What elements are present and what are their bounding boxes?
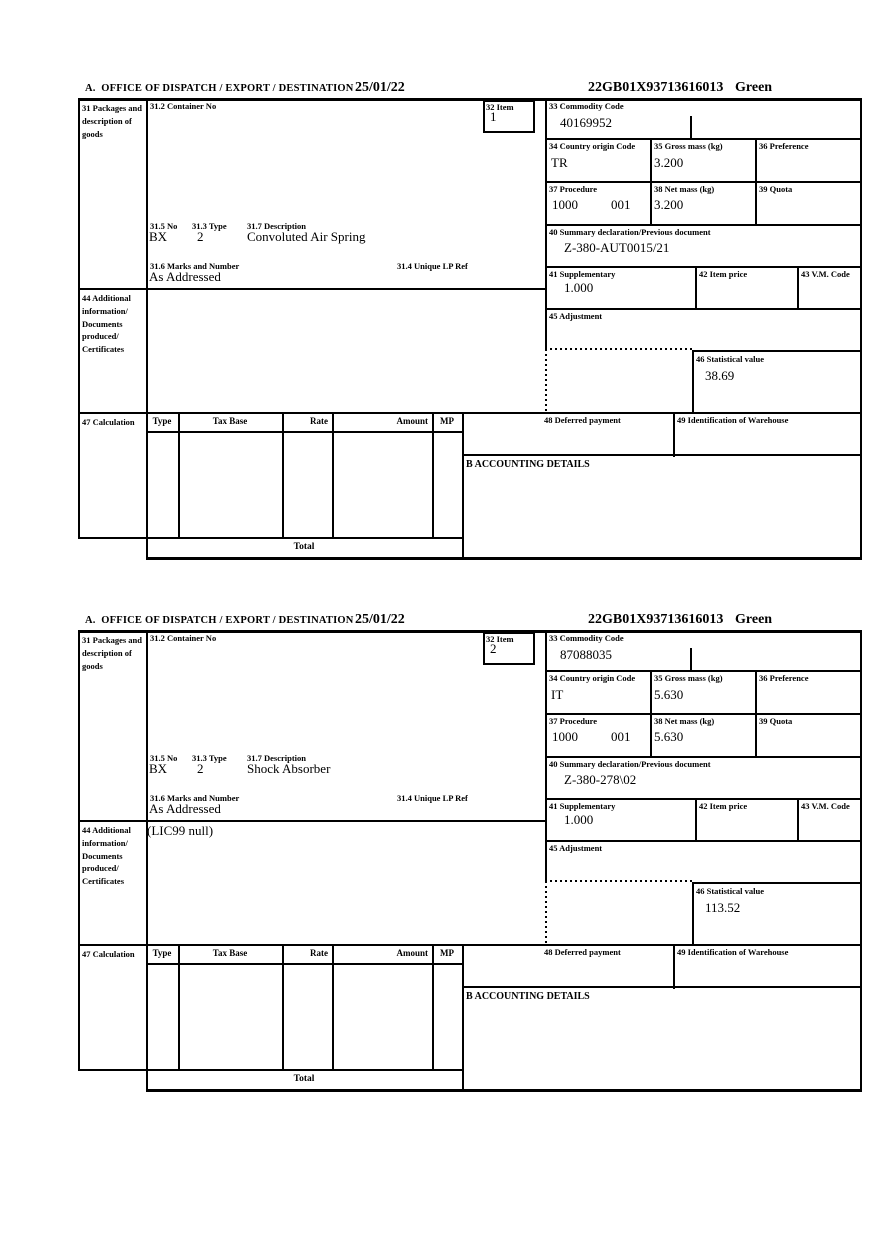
- tax-rate-column-header: Rate: [310, 416, 328, 426]
- description-label: 31.7 Description: [247, 753, 307, 763]
- declaration-reference: 22GB01X93713616013: [588, 80, 724, 95]
- description-label: 31.7 Description: [247, 221, 307, 231]
- preference-label: 36 Preference: [759, 673, 809, 683]
- box47-calculation-label: 47 Calculation: [82, 949, 135, 959]
- office-of-dispatch-label: A. OFFICE OF DISPATCH / EXPORT / DESTINATION: [85, 83, 354, 94]
- supplementary-value: 1.000: [564, 280, 594, 295]
- statistical-value-label: 46 Statistical value: [696, 354, 764, 364]
- statistical-value-label: 46 Statistical value: [696, 886, 764, 896]
- gross-mass-value: 3.200: [654, 155, 684, 170]
- tax-base-column-header: Tax Base: [212, 416, 248, 426]
- gross-mass-label: 35 Gross mass (kg): [654, 141, 723, 151]
- marks-and-number-value: As Addressed: [149, 269, 221, 284]
- statistical-value: 38.69: [705, 368, 735, 383]
- procedure-value-2: 001: [611, 729, 631, 744]
- package-count-value: 2: [197, 229, 204, 244]
- adjustment-label: 45 Adjustment: [549, 311, 603, 321]
- form-grid-lines: [78, 80, 862, 562]
- deferred-payment-label: 48 Deferred payment: [544, 415, 621, 425]
- commodity-code-value: 40169952: [560, 115, 612, 130]
- gross-mass-label: 35 Gross mass (kg): [654, 673, 723, 683]
- item-price-label: 42 Item price: [699, 801, 748, 811]
- vm-code-label: 43 V.M. Code: [801, 801, 850, 811]
- summary-declaration-label: 40 Summary declaration/Previous document: [549, 227, 711, 237]
- declaration-reference: 22GB01X93713616013: [588, 612, 724, 627]
- container-no-label: 31.2 Container No: [150, 101, 217, 111]
- goods-description-value: Shock Absorber: [247, 761, 331, 776]
- office-of-dispatch-label: A. OFFICE OF DISPATCH / EXPORT / DESTINATION: [85, 615, 354, 626]
- package-no-label: 31.5 No: [150, 753, 178, 763]
- summary-declaration-label: 40 Summary declaration/Previous document: [549, 759, 711, 769]
- warehouse-id-label: 49 Identification of Warehouse: [677, 947, 789, 957]
- package-type-label: 31.3 Type: [192, 753, 227, 763]
- statistical-value: 113.52: [705, 900, 741, 915]
- goods-description-value: Convoluted Air Spring: [247, 229, 366, 244]
- gross-mass-value: 5.630: [654, 687, 684, 702]
- tax-amount-column-header: Amount: [396, 948, 428, 958]
- quota-label: 39 Quota: [759, 716, 793, 726]
- package-count-value: 2: [197, 761, 204, 776]
- net-mass-value: 3.200: [654, 197, 684, 212]
- tax-type-column-header: Type: [152, 948, 172, 958]
- form-grid-lines: [78, 612, 862, 1094]
- marks-and-number-value: As Addressed: [149, 801, 221, 816]
- item-price-label: 42 Item price: [699, 269, 748, 279]
- acceptance-date: 25/01/22: [355, 612, 405, 627]
- vm-code-label: 43 V.M. Code: [801, 269, 850, 279]
- adjustment-label: 45 Adjustment: [549, 843, 603, 853]
- supplementary-value: 1.000: [564, 812, 594, 827]
- deferred-payment-label: 48 Deferred payment: [544, 947, 621, 957]
- procedure-label: 37 Procedure: [549, 716, 598, 726]
- tax-amount-column-header: Amount: [396, 416, 428, 426]
- package-type-label: 31.3 Type: [192, 221, 227, 231]
- package-no-label: 31.5 No: [150, 221, 178, 231]
- box44-additional-label: 44 Additional information/ Documents produced/ Certificates: [82, 825, 131, 886]
- country-origin-value: IT: [551, 687, 564, 702]
- commodity-code-label: 33 Commodity Code: [549, 633, 624, 643]
- country-origin-label: 34 Country origin Code: [549, 141, 636, 151]
- marks-and-number-label: 31.6 Marks and Number: [150, 793, 240, 803]
- accounting-details-label: B ACCOUNTING DETAILS: [466, 991, 590, 1002]
- country-origin-label: 34 Country origin Code: [549, 673, 636, 683]
- net-mass-label: 38 Net mass (kg): [654, 184, 715, 194]
- quota-label: 39 Quota: [759, 184, 793, 194]
- net-mass-label: 38 Net mass (kg): [654, 716, 715, 726]
- box31-packages-label: 31 Packages and description of goods: [82, 635, 142, 671]
- tax-base-column-header: Tax Base: [212, 948, 248, 958]
- item-number-value: 1: [490, 109, 497, 124]
- package-kind-value: BX: [149, 229, 168, 244]
- summary-declaration-value: Z-380-AUT0015/21: [564, 240, 670, 255]
- net-mass-value: 5.630: [654, 729, 684, 744]
- total-row-label: Total: [293, 1074, 315, 1084]
- tax-mp-column-header: MP: [440, 416, 454, 426]
- tax-rate-column-header: Rate: [310, 948, 328, 958]
- accounting-details-label: B ACCOUNTING DETAILS: [466, 459, 590, 470]
- commodity-code-label: 33 Commodity Code: [549, 101, 624, 111]
- procedure-value-2: 001: [611, 197, 631, 212]
- supplementary-label: 41 Supplementary: [549, 801, 616, 811]
- procedure-value-1: 1000: [552, 197, 578, 212]
- tax-type-column-header: Type: [152, 416, 172, 426]
- marks-and-number-label: 31.6 Marks and Number: [150, 261, 240, 271]
- box31-packages-label: 31 Packages and description of goods: [82, 103, 142, 139]
- procedure-value-1: 1000: [552, 729, 578, 744]
- box44-additional-label: 44 Additional information/ Documents produced/ Certificates: [82, 293, 131, 354]
- warehouse-id-label: 49 Identification of Warehouse: [677, 415, 789, 425]
- additional-information-value: (LIC99 null): [147, 823, 214, 838]
- declaration-item-section-1: [78, 80, 862, 562]
- item-number-label: 32 Item: [486, 102, 514, 112]
- item-number-label: 32 Item: [486, 634, 514, 644]
- preference-label: 36 Preference: [759, 141, 809, 151]
- routing-status: Green: [735, 612, 773, 627]
- summary-declaration-value: Z-380-278\02: [564, 772, 637, 787]
- tax-mp-column-header: MP: [440, 948, 454, 958]
- unique-lp-ref-label: 31.4 Unique LP Ref: [397, 793, 468, 803]
- country-origin-value: TR: [551, 155, 568, 170]
- procedure-label: 37 Procedure: [549, 184, 598, 194]
- total-row-label: Total: [293, 542, 315, 552]
- routing-status: Green: [735, 80, 773, 95]
- package-kind-value: BX: [149, 761, 168, 776]
- supplementary-label: 41 Supplementary: [549, 269, 616, 279]
- unique-lp-ref-label: 31.4 Unique LP Ref: [397, 261, 468, 271]
- box47-calculation-label: 47 Calculation: [82, 417, 135, 427]
- declaration-item-section-2: [78, 612, 862, 1094]
- container-no-label: 31.2 Container No: [150, 633, 217, 643]
- commodity-code-value: 87088035: [560, 647, 612, 662]
- item-number-value: 2: [490, 641, 497, 656]
- acceptance-date: 25/01/22: [355, 80, 405, 95]
